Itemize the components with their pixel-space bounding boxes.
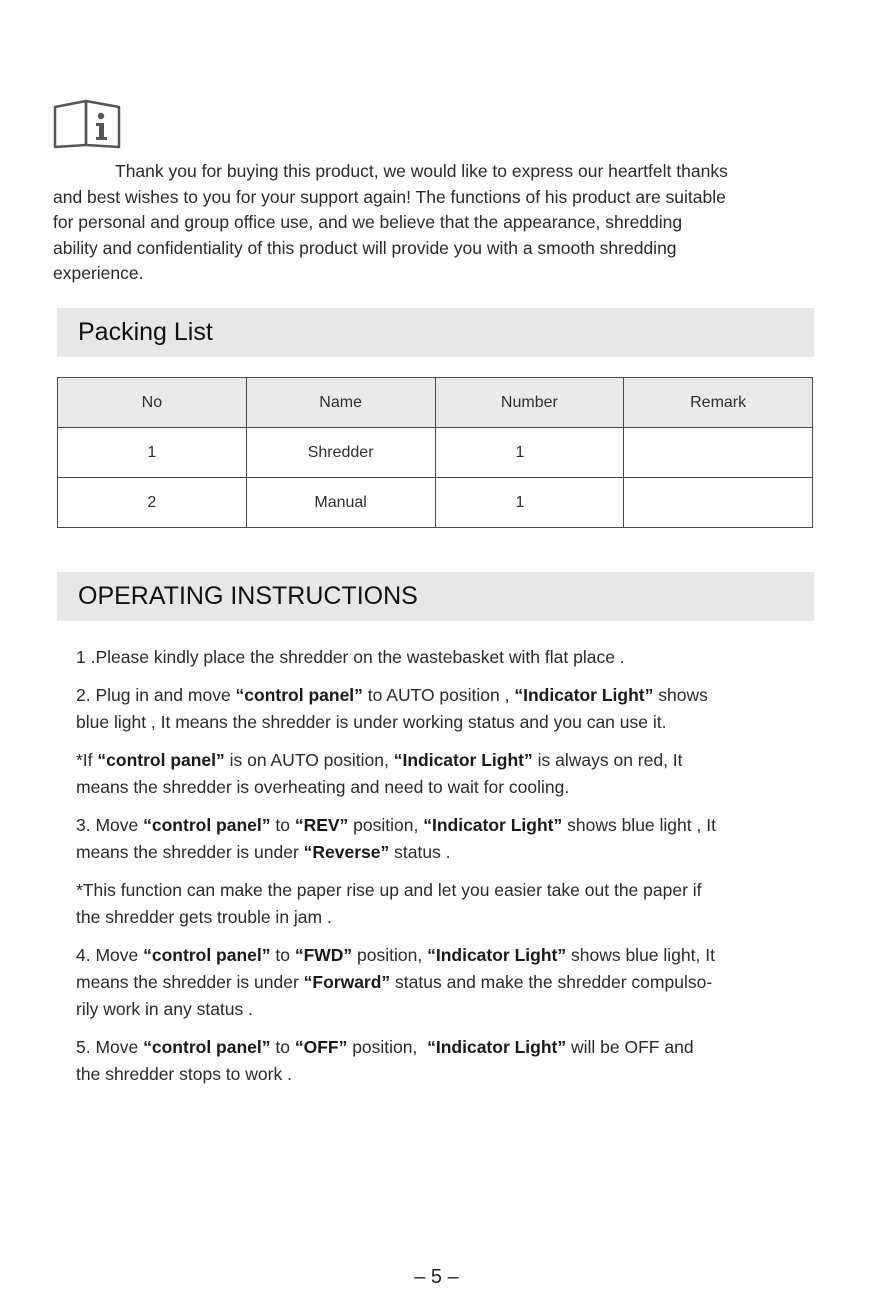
table-cell [624, 478, 813, 528]
page-number: – 5 – [414, 1266, 459, 1288]
intro-line: for personal and group office use, and we believe that the appearance, shredding [53, 212, 683, 232]
operating-instructions-title: OPERATING INSTRUCTIONS [78, 582, 418, 610]
instruction-line [76, 942, 816, 969]
instruction-line [76, 839, 816, 866]
intro-line: experience. [53, 263, 144, 283]
instruction-text: *This function can make the paper rise up and let you easier take out the paper if [76, 880, 702, 900]
instruction-text: shows blue light, It [566, 945, 715, 965]
packing-list-header [57, 308, 814, 357]
instruction-text: status and make the shredder compulso- [390, 972, 713, 992]
instruction-text: blue light , It means the shredder is under working status and you can use it. [76, 712, 667, 732]
instruction-note-overheat [76, 747, 816, 801]
emphasis-text: “REV” [294, 815, 349, 835]
column-header-no: No [58, 378, 247, 428]
instruction-line [76, 969, 816, 996]
instruction-text: means the shredder is overheating and need to wait for cooling. [76, 777, 570, 797]
instruction-line [76, 682, 816, 709]
instruction-text: 1 .Please kindly place the shredder on the wastebasket with flat place . [76, 647, 625, 667]
emphasis-text: “Indicator Light” [514, 685, 654, 705]
instruction-text: to [270, 1037, 295, 1057]
emphasis-text: “Indicator Light” [423, 815, 563, 835]
column-header-name: Name [246, 378, 435, 428]
emphasis-text: “OFF” [294, 1037, 348, 1057]
table-row [58, 428, 813, 478]
instruction-line [76, 812, 816, 839]
instruction-text: to [270, 945, 295, 965]
instruction-step-3 [76, 812, 816, 866]
instruction-text: 4. Move [76, 945, 144, 965]
instruction-text: position, [352, 945, 428, 965]
instruction-text: means the shredder is under [76, 842, 304, 862]
table-cell: 1 [435, 428, 624, 478]
instruction-text: rily work in any status . [76, 999, 253, 1019]
instruction-line [76, 747, 816, 774]
table-cell [624, 428, 813, 478]
emphasis-text: “control panel” [97, 750, 225, 770]
instruction-text: *If [76, 750, 98, 770]
instruction-text: 2. Plug in and move [76, 685, 236, 705]
instruction-text: to AUTO position , [362, 685, 515, 705]
emphasis-text: “Indicator Light” [427, 1037, 567, 1057]
column-header-remark: Remark [624, 378, 813, 428]
instruction-line [76, 1034, 816, 1061]
table-header-row [58, 378, 813, 428]
table-row [58, 478, 813, 528]
instructions-list [76, 644, 816, 1099]
instruction-text: means the shredder is under [76, 972, 304, 992]
instruction-text: shows [653, 685, 708, 705]
emphasis-text: “control panel” [143, 1037, 271, 1057]
emphasis-text: “Reverse” [303, 842, 390, 862]
manual-info-icon [53, 99, 121, 149]
instruction-step-4 [76, 942, 816, 1023]
instruction-text: position, [347, 1037, 428, 1057]
instruction-text: the shredder stops to work . [76, 1064, 292, 1084]
instruction-text: is always on red, It [532, 750, 683, 770]
emphasis-text: “Forward” [303, 972, 391, 992]
table-cell: Shredder [246, 428, 435, 478]
intro-line: ability and confidentiality of this product will provide you with a smooth shredding [53, 237, 677, 258]
intro-paragraph [53, 159, 843, 287]
instruction-note-jam [76, 877, 816, 931]
intro-line: Thank you for buying this product, we would like to express our heartfelt thanks [115, 161, 728, 181]
packing-list-table [57, 377, 813, 528]
instruction-text: 3. Move [76, 815, 144, 835]
emphasis-text: “control panel” [143, 815, 271, 835]
emphasis-text: “FWD” [294, 945, 353, 965]
instruction-text: status . [389, 842, 451, 862]
packing-list-title: Packing List [78, 318, 213, 346]
emphasis-text: “control panel” [143, 945, 271, 965]
operating-instructions-header [57, 572, 814, 621]
table-cell: 1 [58, 428, 247, 478]
table-cell: Manual [246, 478, 435, 528]
instruction-text: will be OFF and [566, 1037, 694, 1057]
instruction-text: shows blue light , It [562, 815, 716, 835]
instruction-text: is on AUTO position, [224, 750, 394, 770]
instruction-text: the shredder gets trouble in jam . [76, 907, 332, 927]
table-cell: 1 [435, 478, 624, 528]
table-cell: 2 [58, 478, 247, 528]
emphasis-text: “control panel” [235, 685, 363, 705]
emphasis-text: “Indicator Light” [427, 945, 567, 965]
emphasis-text: “Indicator Light” [393, 750, 533, 770]
instruction-text: to [270, 815, 295, 835]
instruction-text: 5. Move [76, 1037, 144, 1057]
instruction-step-5 [76, 1034, 816, 1088]
instruction-step-2 [76, 682, 816, 736]
instruction-step-1 [76, 644, 816, 671]
column-header-number: Number [435, 378, 624, 428]
instruction-text: position, [348, 815, 424, 835]
intro-line: and best wishes to you for your support again! The functions of his product are suitable [53, 186, 726, 207]
